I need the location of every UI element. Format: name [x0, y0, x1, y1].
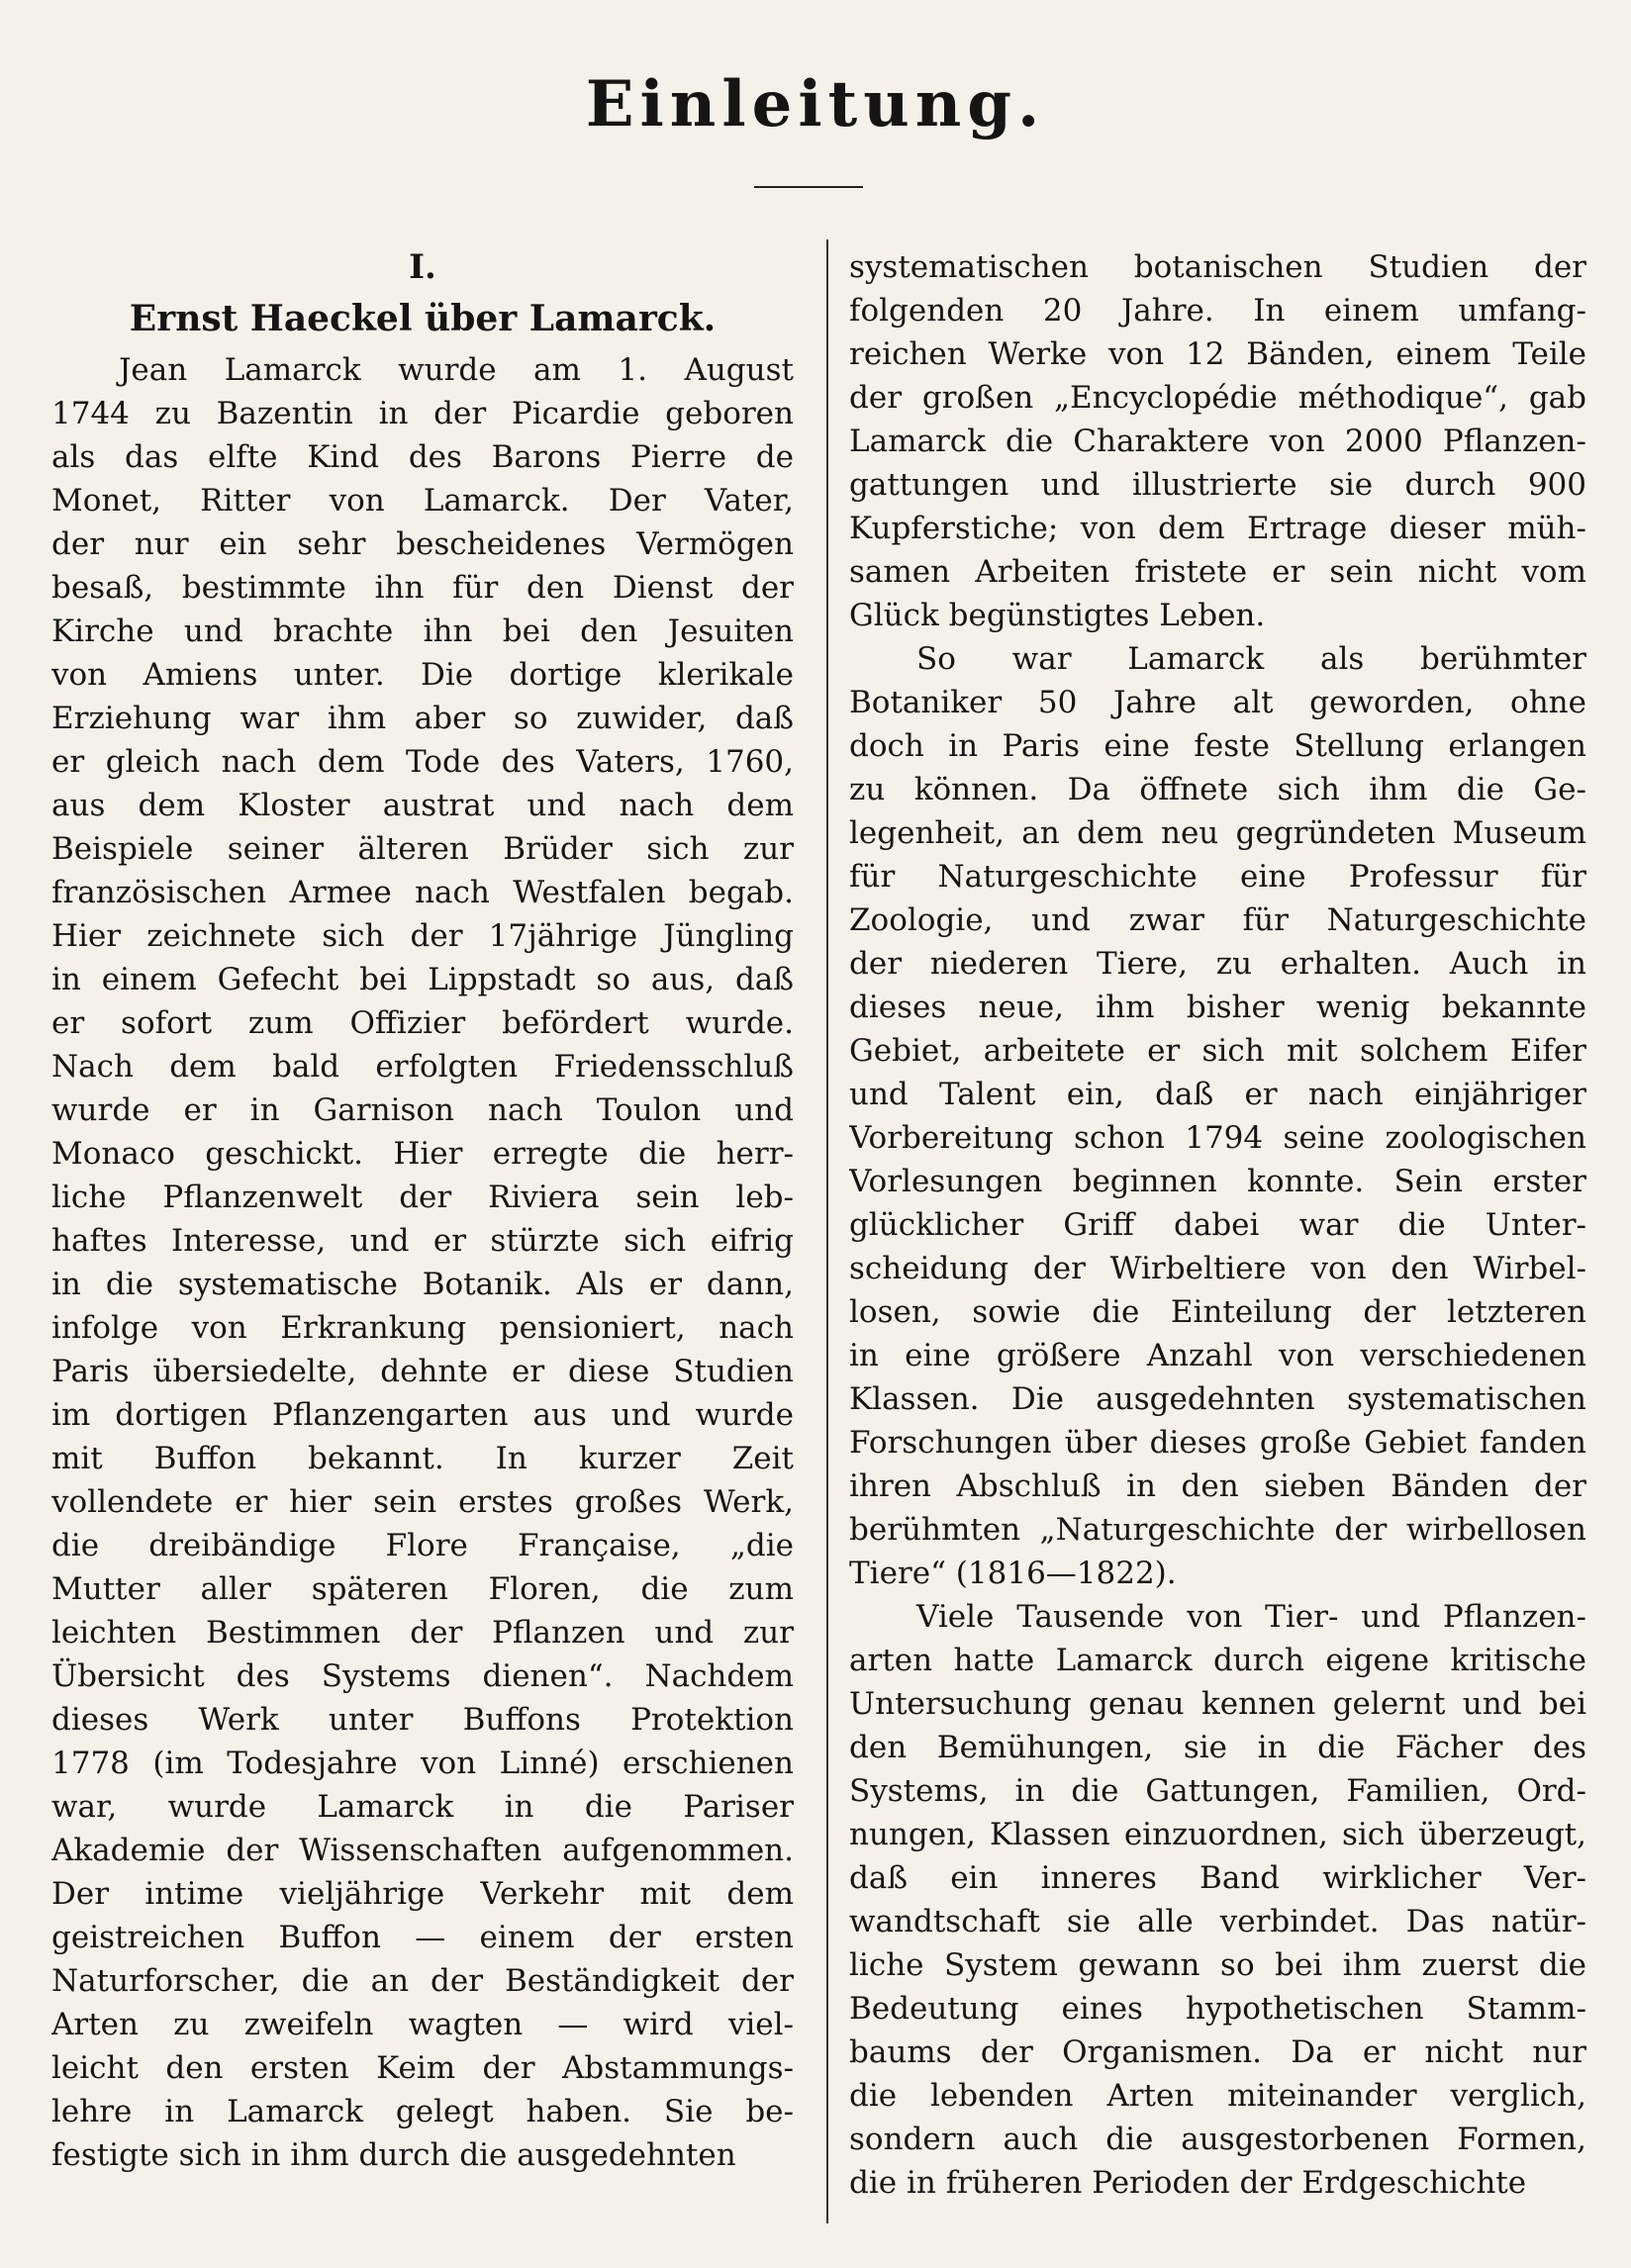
text-line: Untersuchung genau kennen gelernt und bei — [849, 1686, 1586, 1722]
right-column — [849, 245, 1586, 2205]
text-line: leichten Bestimmen der Pflanzen und zur — [51, 1615, 794, 1651]
text-line: Forschungen über dieses große Gebiet fanden — [849, 1425, 1586, 1461]
text-line: baums der Organismen. Da er nicht nur — [849, 2034, 1586, 2070]
text-line: Mutter aller späteren Floren, die zum — [51, 1571, 794, 1607]
text-line: Gebiet, arbeitete er sich mit solchem Eifer — [849, 1033, 1586, 1069]
text-line: folgenden 20 Jahre. In einem umfang- — [849, 293, 1586, 329]
text-line: Monaco geschickt. Hier erregte die herr- — [51, 1136, 794, 1172]
text-line: Glück begünstigtes Leben. — [849, 598, 1266, 633]
text-line: französischen Armee nach Westfalen begab. — [51, 875, 794, 910]
text-line: in einem Gefecht bei Lippstadt so aus, daß — [51, 962, 794, 997]
text-line: 1778 (im Todesjahre von Linné) erschienen — [51, 1746, 794, 1781]
text-line: Zoologie, und zwar für Naturgeschichte — [849, 902, 1586, 938]
text-line: Monet, Ritter von Lamarck. Der Vater, — [51, 483, 794, 519]
text-line: ihren Abschluß in den sieben Bänden der — [849, 1468, 1586, 1504]
text-line: in eine größere Anzahl von verschiedenen — [849, 1338, 1586, 1373]
section-number: I. — [409, 247, 436, 287]
text-line: Vorbereitung schon 1794 seine zoologischen — [849, 1120, 1586, 1156]
column-divider — [826, 239, 828, 2223]
text-line: systematischen botanischen Studien der — [849, 249, 1586, 285]
text-line: die lebenden Arten miteinander verglich, — [849, 2078, 1586, 2114]
text-line: den Bemühungen, sie in die Fächer des — [849, 1730, 1586, 1765]
text-line: war, wurde Lamarck in die Pariser — [51, 1789, 794, 1825]
text-line: für Naturgeschichte eine Professur für — [849, 859, 1586, 895]
text-line: Vorlesungen beginnen konnte. Sein erster — [849, 1164, 1586, 1199]
text-line: lehre in Lamarck gelegt haben. Sie be- — [51, 2094, 794, 2129]
text-line: nungen, Klassen einzuordnen, sich überzeugt, — [849, 1817, 1586, 1852]
text-line: als das elfte Kind des Barons Pierre de — [51, 439, 794, 475]
left-column — [51, 245, 794, 2177]
text-line: sondern auch die ausgestorbenen Formen, — [849, 2122, 1586, 2157]
text-line: im dortigen Pflanzengarten aus und wurde — [51, 1397, 794, 1433]
text-line: reichen Werke von 12 Bänden, einem Teile — [849, 336, 1586, 372]
text-line: zu können. Da öffnete sich ihm die Ge- — [849, 772, 1586, 807]
text-line: mit Buffon bekannt. In kurzer Zeit — [51, 1441, 794, 1476]
text-line: doch in Paris eine feste Stellung erlangen — [849, 728, 1586, 764]
text-line: aus dem Kloster austrat und nach dem — [51, 788, 794, 823]
text-line: leicht den ersten Keim der Abstammungs- — [51, 2050, 794, 2086]
text-line: und Talent ein, daß er nach einjähriger — [849, 1077, 1586, 1112]
text-line: liche Pflanzenwelt der Riviera sein leb- — [51, 1180, 794, 1215]
text-line: Der intime vieljährige Verkehr mit dem — [51, 1876, 794, 1912]
text-line: geistreichen Buffon — einem der ersten — [51, 1920, 794, 1955]
text-line: in die systematische Botanik. Als er dann, — [51, 1267, 794, 1302]
text-line: Übersicht des Systems dienen“. Nachdem — [51, 1658, 794, 1694]
text-line: Nach dem bald erfolgten Friedensschluß — [51, 1049, 794, 1085]
text-line: Tiere“ (1816—1822). — [849, 1556, 1177, 1591]
text-line: 1744 zu Bazentin in der Picardie geboren — [51, 396, 794, 431]
text-line: besaß, bestimmte ihn für den Dienst der — [51, 570, 794, 606]
text-line: Lamarck die Charaktere von 2000 Pflanzen- — [849, 424, 1586, 459]
text-line: von Amiens unter. Die dortige klerikale — [51, 657, 794, 693]
text-line: Erziehung war ihm aber so zuwider, daß — [51, 701, 794, 736]
text-line: losen, sowie die Einteilung der letzteren — [849, 1294, 1586, 1330]
right-column-text — [849, 245, 1586, 2205]
text-line: arten hatte Lamarck durch eigene kritische — [849, 1643, 1586, 1678]
text-line: die in früheren Perioden der Erdgeschichte — [849, 2165, 1527, 2201]
text-line: Klassen. Die ausgedehnten systematischen — [849, 1381, 1586, 1417]
title-rule — [754, 186, 863, 188]
text-line: So war Lamarck als berühmter — [916, 641, 1586, 677]
text-line: Paris übersiedelte, dehnte er diese Studien — [51, 1354, 794, 1389]
text-line: wurde er in Garnison nach Toulon und — [51, 1092, 794, 1128]
text-line: die dreibändige Flore Française, „die — [51, 1528, 794, 1563]
left-column-text — [51, 348, 794, 2177]
text-line: Beispiele seiner älteren Brüder sich zur — [51, 831, 794, 867]
text-line: Kirche und brachte ihn bei den Jesuiten — [51, 614, 794, 649]
text-line: Botaniker 50 Jahre alt geworden, ohne — [849, 685, 1586, 720]
text-line: der niederen Tiere, zu erhalten. Auch in — [849, 946, 1586, 982]
text-line: vollendete er hier sein erstes großes Werk, — [51, 1484, 794, 1520]
text-line: liche System gewann so bei ihm zuerst die — [849, 1947, 1586, 1983]
text-line: Kupferstiche; von dem Ertrage dieser müh- — [849, 511, 1586, 546]
text-line: Akademie der Wissenschaften aufgenommen. — [51, 1833, 794, 1868]
text-line: infolge von Erkrankung pensioniert, nach — [51, 1310, 794, 1346]
text-line: er sofort zum Offizier befördert wurde. — [51, 1005, 794, 1041]
text-line: haftes Interesse, und er stürzte sich eifrig — [51, 1223, 794, 1259]
text-line: Jean Lamarck wurde am 1. August — [119, 352, 794, 388]
text-line: dieses neue, ihm bisher wenig bekannte — [849, 990, 1586, 1025]
text-line: wandtschaft sie alle verbindet. Das natür- — [849, 1904, 1586, 1939]
text-line: Systems, in die Gattungen, Familien, Ord- — [849, 1773, 1586, 1809]
text-line: legenheit, an dem neu gegründeten Museum — [849, 815, 1586, 851]
text-line: gattungen und illustrierte sie durch 900 — [849, 467, 1586, 503]
page-title: Einleitung. — [585, 67, 1046, 142]
text-line: Bedeutung eines hypothetischen Stamm- — [849, 1991, 1586, 2027]
text-line: der großen „Encyclopédie méthodique“, gab — [849, 380, 1586, 416]
text-line: dieses Werk unter Buffons Protektion — [51, 1702, 794, 1738]
text-line: er gleich nach dem Tode des Vaters, 1760, — [51, 744, 794, 780]
text-line: festigte sich in ihm durch die ausgedehnten — [51, 2137, 736, 2173]
section-title: Ernst Haeckel über Lamarck. — [129, 298, 717, 339]
text-line: Arten zu zweifeln wagten — wird viel- — [51, 2007, 794, 2042]
text-line: scheidung der Wirbeltiere von den Wirbel- — [849, 1251, 1586, 1286]
text-line: Hier zeichnete sich der 17jährige Jüngling — [51, 918, 794, 954]
text-line: Viele Tausende von Tier- und Pflanzen- — [916, 1599, 1586, 1635]
text-line: daß ein inneres Band wirklicher Ver- — [849, 1860, 1586, 1896]
text-line: glücklicher Griff dabei war die Unter- — [849, 1207, 1586, 1243]
text-line: samen Arbeiten fristete er sein nicht vom — [849, 554, 1586, 590]
text-line: der nur ein sehr bescheidenes Vermögen — [51, 526, 794, 562]
text-line: Naturforscher, die an der Beständigkeit der — [51, 1963, 794, 1999]
text-line: berühmten „Naturgeschichte der wirbellosen — [849, 1512, 1586, 1548]
